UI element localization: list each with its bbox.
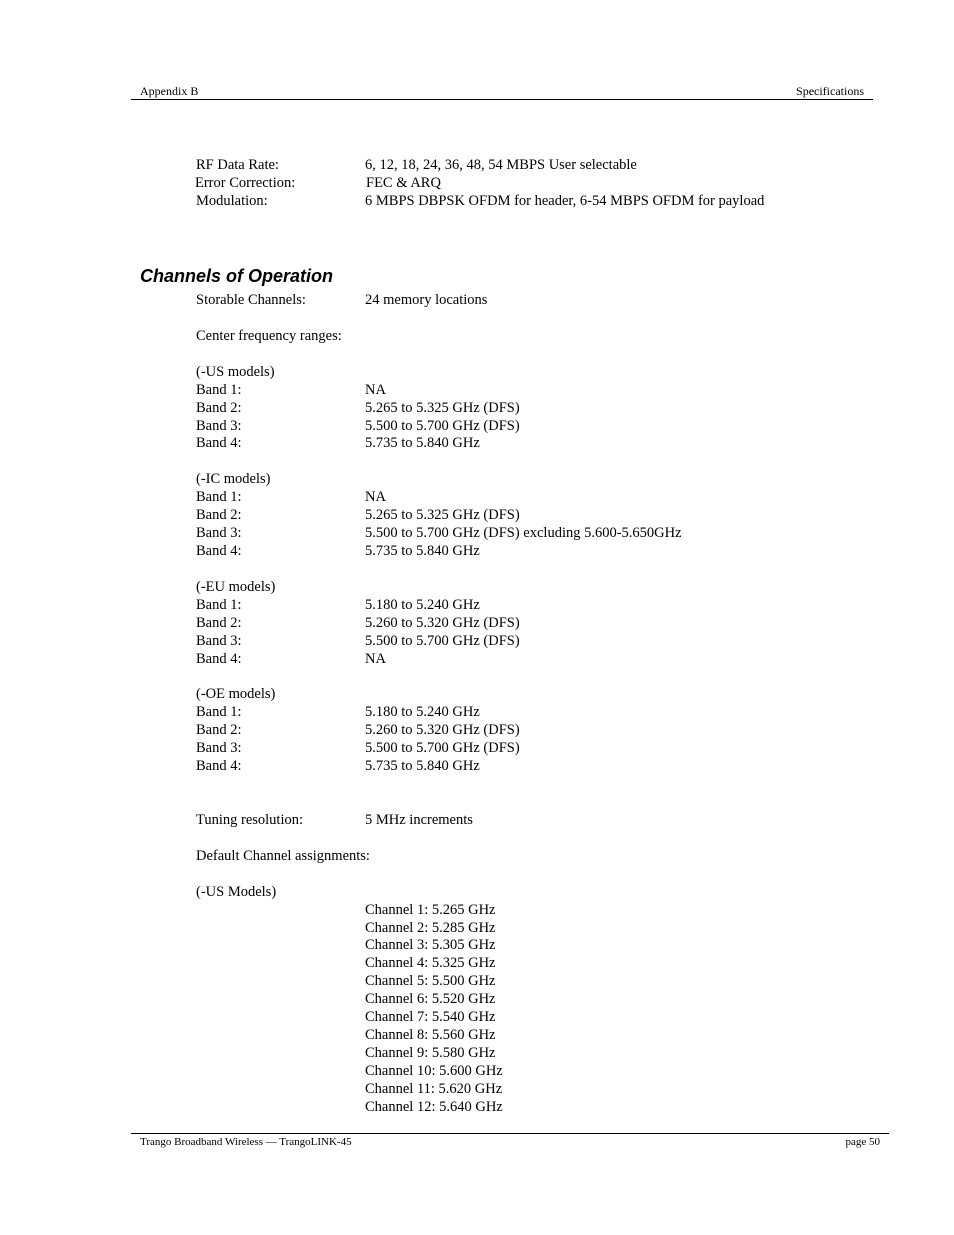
band-label: Band 4: xyxy=(196,651,242,667)
band-label: Band 4: xyxy=(196,758,242,774)
model-group-name: (-OE models) xyxy=(196,686,276,702)
band-label: Band 2: xyxy=(196,400,242,416)
channel-item: Channel 1: 5.265 GHz xyxy=(365,902,496,918)
channel-item: Channel 4: 5.325 GHz xyxy=(365,955,496,971)
footer-divider xyxy=(131,1133,889,1134)
spec-error-correction-value: FEC & ARQ xyxy=(366,175,441,191)
channel-item: Channel 5: 5.500 GHz xyxy=(365,973,496,989)
band-label: Band 3: xyxy=(196,740,242,756)
section-title: Channels of Operation xyxy=(140,266,334,286)
band-value: 5.500 to 5.700 GHz (DFS) excluding 5.600-5.650GHz xyxy=(365,525,682,541)
storable-channels-value: 24 memory locations xyxy=(365,292,488,308)
channel-item: Channel 12: 5.640 GHz xyxy=(365,1099,503,1115)
model-group-name: (-EU models) xyxy=(196,579,276,595)
tuning-resolution-value: 5 MHz increments xyxy=(365,812,473,828)
tuning-resolution-label: Tuning resolution: xyxy=(196,812,304,828)
header-section-label: Appendix B xyxy=(140,84,199,98)
band-label: Band 4: xyxy=(196,435,242,451)
header-chapter-label: Specifications xyxy=(796,84,864,98)
footer-product: Trango Broadband Wireless — TrangoLINK-45 xyxy=(140,1136,352,1148)
default-channels-model: (-US Models) xyxy=(196,884,277,900)
spec-modulation-label: Modulation: xyxy=(196,193,268,209)
band-label: Band 3: xyxy=(196,633,242,649)
band-value: NA xyxy=(365,651,386,667)
model-group-name: (-US models) xyxy=(196,364,275,380)
header-divider xyxy=(131,99,873,100)
band-label: Band 1: xyxy=(196,382,242,398)
channel-item: Channel 7: 5.540 GHz xyxy=(365,1009,496,1025)
band-value: 5.265 to 5.325 GHz (DFS) xyxy=(365,507,520,523)
band-value: 5.500 to 5.700 GHz (DFS) xyxy=(365,740,520,756)
band-label: Band 1: xyxy=(196,704,242,720)
band-value: 5.500 to 5.700 GHz (DFS) xyxy=(365,418,520,434)
storable-channels-label: Storable Channels: xyxy=(196,292,306,308)
band-label: Band 3: xyxy=(196,525,242,541)
band-value: 5.735 to 5.840 GHz xyxy=(365,758,480,774)
band-value: 5.735 to 5.840 GHz xyxy=(365,543,480,559)
page-number: page 50 xyxy=(845,1136,880,1148)
band-value: NA xyxy=(365,489,386,505)
spec-modulation-value: 6 MBPS DBPSK OFDM for header, 6-54 MBPS OFDM for payload xyxy=(365,193,765,209)
spec-rf-data-rate-label: RF Data Rate: xyxy=(196,157,279,173)
band-value: 5.180 to 5.240 GHz xyxy=(365,704,480,720)
channel-item: Channel 3: 5.305 GHz xyxy=(365,937,496,953)
channel-item: Channel 6: 5.520 GHz xyxy=(365,991,496,1007)
band-value: 5.260 to 5.320 GHz (DFS) xyxy=(365,722,520,738)
spec-error-correction-label: Error Correction: xyxy=(195,175,296,191)
band-value: 5.500 to 5.700 GHz (DFS) xyxy=(365,633,520,649)
band-value: NA xyxy=(365,382,386,398)
band-label: Band 2: xyxy=(196,722,242,738)
band-value: 5.265 to 5.325 GHz (DFS) xyxy=(365,400,520,416)
model-group-name: (-IC models) xyxy=(196,471,271,487)
channel-item: Channel 11: 5.620 GHz xyxy=(365,1081,503,1097)
center-frequency-label: Center frequency ranges: xyxy=(196,328,342,344)
band-label: Band 3: xyxy=(196,418,242,434)
band-value: 5.180 to 5.240 GHz xyxy=(365,597,480,613)
spec-rf-data-rate-value: 6, 12, 18, 24, 36, 48, 54 MBPS User selectable xyxy=(365,157,637,173)
default-channels-label: Default Channel assignments: xyxy=(196,848,370,864)
band-label: Band 1: xyxy=(196,489,242,505)
band-label: Band 1: xyxy=(196,597,242,613)
channel-item: Channel 2: 5.285 GHz xyxy=(365,920,496,936)
band-label: Band 4: xyxy=(196,543,242,559)
channel-item: Channel 10: 5.600 GHz xyxy=(365,1063,503,1079)
channel-item: Channel 8: 5.560 GHz xyxy=(365,1027,496,1043)
band-label: Band 2: xyxy=(196,507,242,523)
band-value: 5.260 to 5.320 GHz (DFS) xyxy=(365,615,520,631)
band-label: Band 2: xyxy=(196,615,242,631)
channel-item: Channel 9: 5.580 GHz xyxy=(365,1045,496,1061)
band-value: 5.735 to 5.840 GHz xyxy=(365,435,480,451)
